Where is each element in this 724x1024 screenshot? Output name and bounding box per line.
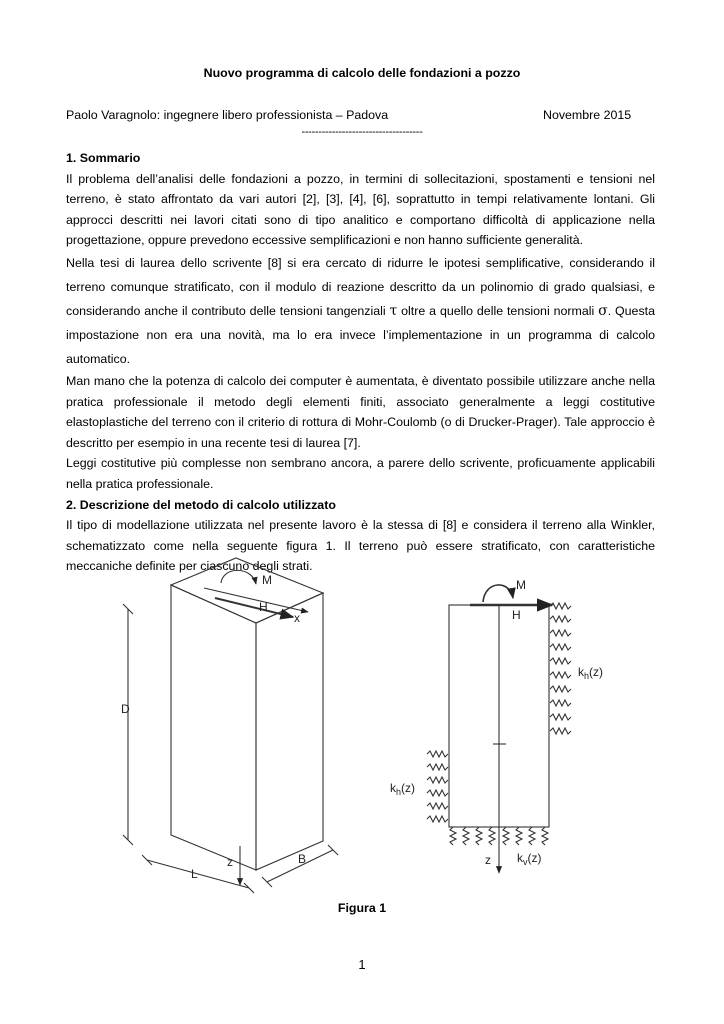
sigma-symbol: σ [598,302,608,319]
section-heading-2: 2. Descrizione del metodo di calcolo utilizzato [66,497,336,512]
label-L: L [191,867,198,881]
figure-1-drawing [0,555,724,895]
paragraph-2-part-b: oltre a quello delle tensioni normali [397,303,599,318]
label-M-right: M [516,578,526,592]
paragraph-2-part-a: Nella tesi di laurea dello scrivente [8] si era cercato di ridurre le ipotesi semplificative, considerando il terreno comunque stratificato, con il modulo di reazione descritto da un polinomio di grado qualsiasi, e considerando anche il contributo delle tensioni tangenziali [66,255,655,318]
paper-title: Nuovo programma di calcolo delle fondazioni a pozzo [203,66,521,80]
springs-left [427,751,448,822]
label-z-left: z [227,855,233,869]
section-heading-1: 1. Sommario [66,151,141,165]
label-H-left: H [259,600,268,614]
springs-right [550,603,571,734]
paragraph-2 [66,251,655,371]
label-z-right: z [485,853,491,867]
paragraph-2-part-c: . Questa impostazione non era una novità, ma lo era invece l’implementazione in un programma di calcolo automatico. [66,303,655,366]
shaft-front-face [171,585,256,870]
label-D: D [121,702,130,716]
m-moment-arrow-right [483,585,513,602]
label-M-left: M [262,573,272,587]
separator-rule: ------------------------------------ [301,126,423,138]
label-H-right: H [512,608,521,622]
label-x: x [294,611,300,625]
label-kh-left: $k_h(z)$ [390,781,416,797]
paragraph-4: Leggi costitutive più complesse non sembrano ancora, a parere dello scrivente, proficuamente applicabili nella pratica professionale. [66,456,655,491]
label-B: B [298,852,307,866]
h-force-arrow [215,598,293,617]
date-line: Novembre 2015 [543,108,632,122]
paragraph-1: Il problema dell’analisi delle fondazioni a pozzo, in termini di sollecitazioni, spostamenti e tensioni nel terreno, è stato affrontato da vari autori [2], [3], [4], [6], soprattutto in tempi relativamente lontani. Gli approcci descritti nei lavori citati sono di tipo analitico e comportano difficoltà di applicazione nella progettazione, oppure prevedono eccessive semplificazioni e non hanno sufficiente generalità. [66,171,655,248]
body-text [66,148,655,577]
shaft-top-face [171,558,323,623]
l-dimension-line [147,860,249,888]
m-moment-arrow [221,570,256,584]
author-line: Paolo Varagnolo: ingegnere libero professionista – Padova [66,108,389,122]
label-kh-right: $k_h(z)$ [578,665,604,681]
paragraph-3: Man mano che la potenza di calcolo dei computer è aumentata, è diventato possibile utilizzare anche nella pratica professionale il metodo degli elementi finiti, associato generalmente a leggi costitutive elastoplastiche del terreno con il criterio di rottura di Mohr-Coulomb (o di Drucker-Prager). Tale approccio è descritto per esempio in una recente tesi di laurea [7]. [66,373,655,450]
label-kv: $k_v(z)$ [517,851,542,867]
paragraph-5: Il tipo di modellazione utilizzata nel presente lavoro è la stessa di [8] e considera il terreno alla Winkler, schematizzato come nella seguente figura 1. Il terreno può essere stratificato, con caratteristiche meccaniche definite per ciascuno degli strati. [66,518,655,574]
page-number: 1 [358,957,366,972]
figure-caption: Figura 1 [337,901,387,915]
shaft-side-face [256,593,323,870]
shaft-3d-view [123,558,338,893]
tau-symbol: τ [389,302,398,319]
winkler-model [427,585,571,873]
